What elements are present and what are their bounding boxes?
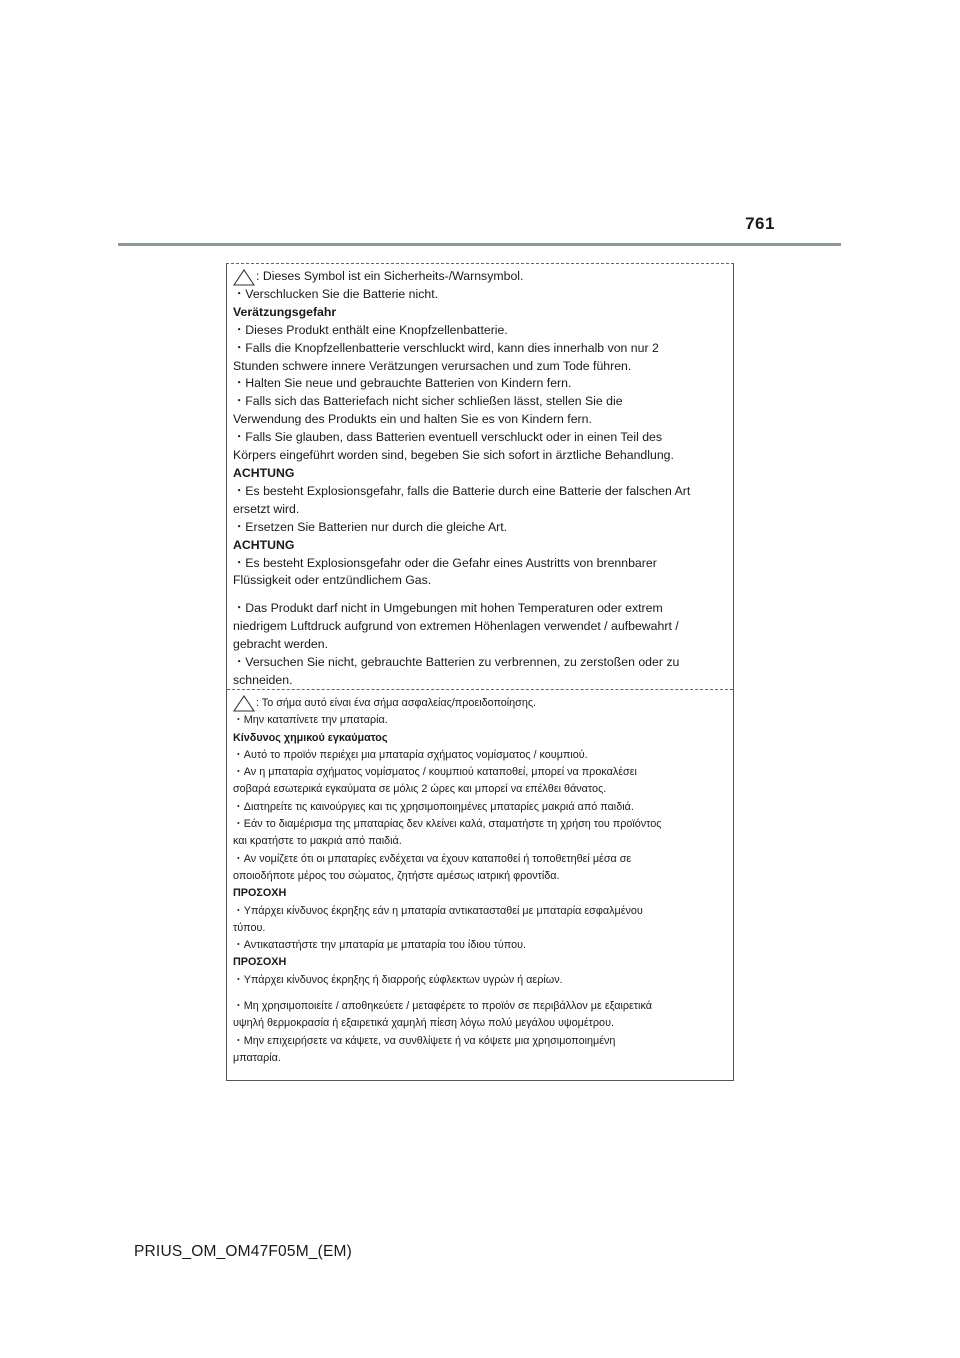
text-line: ・Versuchen Sie nicht, gebrauchte Batterien zu verbrennen, zu zerstoßen oder zu bbox=[233, 655, 680, 670]
text-line: ・Αυτό το προϊόν περιέχει μια μπαταρία σχήματος νομίσματος / κουμπιού. bbox=[233, 748, 588, 761]
text-line: Körpers eingeführt worden sind, begeben Sie sich sofort in ärztliche Behandlung. bbox=[233, 448, 674, 463]
text-line: niedrigem Luftdruck aufgrund von extremen Höhenlagen verwendet / aufbewahrt / bbox=[233, 619, 679, 634]
text-line: ・Διατηρείτε τις καινούργιες και τις χρησιμοποιημένες μπαταρίες μακριά από παιδιά. bbox=[233, 800, 634, 813]
greek-warning-line bbox=[233, 695, 725, 712]
text-line: τύπου. bbox=[233, 921, 266, 934]
text-line: ・Es besteht Explosionsgefahr, falls die Batterie durch eine Batterie der falschen Art bbox=[233, 483, 691, 498]
greek-warning-text: : Το σήμα αυτό είναι ένα σήμα ασφαλείας/προειδοποίησης. bbox=[256, 697, 537, 709]
text-line: ・Halten Sie neue und gebrauchte Batterien von Kindern fern. bbox=[233, 376, 572, 391]
text-line: Verwendung des Produkts ein und halten Sie es von Kindern fern. bbox=[233, 412, 592, 427]
section-divider bbox=[227, 689, 733, 690]
text-line: gebracht werden. bbox=[233, 637, 329, 652]
section-heading: ACHTUNG bbox=[233, 465, 295, 480]
text-line: ・Das Produkt darf nicht in Umgebungen mit hohen Temperaturen oder extrem bbox=[233, 601, 663, 616]
header-rule bbox=[118, 243, 841, 246]
text-line: ・Dieses Produkt enthält eine Knopfzellenbatterie. bbox=[233, 322, 508, 337]
text-line: ・Verschlucken Sie die Batterie nicht. bbox=[233, 286, 439, 301]
text-line: ・Falls sich das Batteriefach nicht sicher schließen lässt, stellen Sie die bbox=[233, 394, 623, 409]
section-heading: ACHTUNG bbox=[233, 537, 295, 552]
text-line: ・Ersetzen Sie Batterien nur durch die gleiche Art. bbox=[233, 519, 508, 534]
text-line: schneiden. bbox=[233, 672, 293, 687]
german-section bbox=[233, 268, 725, 690]
battery-warning-box bbox=[226, 263, 734, 1081]
german-paragraph-gap bbox=[233, 590, 725, 600]
text-line: Stunden schwere innere Verätzungen verursachen und zum Tode führen. bbox=[233, 358, 632, 373]
section-heading: Κίνδυνος χημικού εγκαύματος bbox=[233, 731, 388, 744]
page-number: 761 bbox=[745, 214, 775, 233]
text-line: υψηλή θερμοκρασία ή εξαιρετικά χαμηλή πίεση λόγω πολύ μεγάλου υψομέτρου. bbox=[233, 1017, 614, 1030]
warning-triangle-icon bbox=[233, 269, 255, 286]
warning-triangle-icon bbox=[233, 695, 255, 712]
section-heading: Verätzungsgefahr bbox=[233, 304, 337, 319]
text-line: ・Αν η μπαταρία σχήματος νομίσματος / κουμπιού καταποθεί, μπορεί να προκαλέσει bbox=[233, 766, 637, 779]
greek-section bbox=[233, 695, 725, 1067]
text-line: ・Es besteht Explosionsgefahr oder die Gefahr eines Austritts von brennbarer bbox=[233, 555, 657, 570]
german-warning-text: : Dieses Symbol ist ein Sicherheits-/Warnsymbol. bbox=[256, 269, 524, 283]
text-line: ・Εάν το διαμέρισμα της μπαταρίας δεν κλείνει καλά, σταματήστε τη χρήση του προϊόντος bbox=[233, 818, 662, 831]
text-line: ・Αντικαταστήστε την μπαταρία με μπαταρία του ίδιου τύπου. bbox=[233, 939, 527, 952]
text-line: σοβαρά εσωτερικά εγκαύματα σε μόλις 2 ώρες και μπορεί να επέλθει θάνατος. bbox=[233, 783, 607, 796]
greek-lines-b bbox=[233, 998, 725, 1067]
german-warning-line bbox=[233, 268, 725, 286]
text-line: οποιοδήποτε μέρος του σώματος, ζητήστε αμέσως ιατρική φροντίδα. bbox=[233, 869, 560, 882]
text-line: ・Υπάρχει κίνδυνος έκρηξης ή διαρροής εύφλεκτων υγρών ή αερίων. bbox=[233, 973, 563, 986]
text-line: μπαταρία. bbox=[233, 1051, 281, 1064]
text-line: ・Αν νομίζετε ότι οι μπαταρίες ενδέχεται να έχουν καταποθεί ή τοποθετηθεί μέσα σε bbox=[233, 852, 632, 865]
text-line: ・Falls Sie glauben, dass Batterien eventuell verschluckt oder in einen Teil des bbox=[233, 430, 663, 445]
text-line: Flüssigkeit oder entzündlichem Gas. bbox=[233, 573, 432, 588]
text-line: ・Μην επιχειρήσετε να κάψετε, να συνθλίψετε ή να κόψετε μια χρησιμοποιημένη bbox=[233, 1034, 616, 1047]
document-footer-code: PRIUS_OM_OM47F05M_(EM) bbox=[134, 1243, 353, 1260]
section-heading: ΠΡΟΣΟΧΗ bbox=[233, 956, 287, 969]
text-line: ・Μη χρησιμοποιείτε / αποθηκεύετε / μεταφέρετε το προϊόν σε περιβάλλον με εξαιρετικά bbox=[233, 1000, 652, 1013]
text-line: ・Μην καταπίνετε την μπαταρία. bbox=[233, 714, 388, 727]
text-line: και κρατήστε το μακριά από παιδιά. bbox=[233, 835, 402, 848]
german-lines-a bbox=[233, 286, 725, 590]
text-line: ・Υπάρχει κίνδυνος έκρηξης εάν η μπαταρία αντικατασταθεί με μπαταρία εσφαλμένου bbox=[233, 904, 643, 917]
text-line: ersetzt wird. bbox=[233, 501, 300, 516]
section-heading: ΠΡΟΣΟΧΗ bbox=[233, 887, 287, 900]
german-lines-b bbox=[233, 600, 725, 690]
text-line: ・Falls die Knopfzellenbatterie verschluckt wird, kann dies innerhalb von nur 2 bbox=[233, 340, 659, 355]
greek-paragraph-gap bbox=[233, 989, 725, 998]
greek-lines-a bbox=[233, 712, 725, 989]
